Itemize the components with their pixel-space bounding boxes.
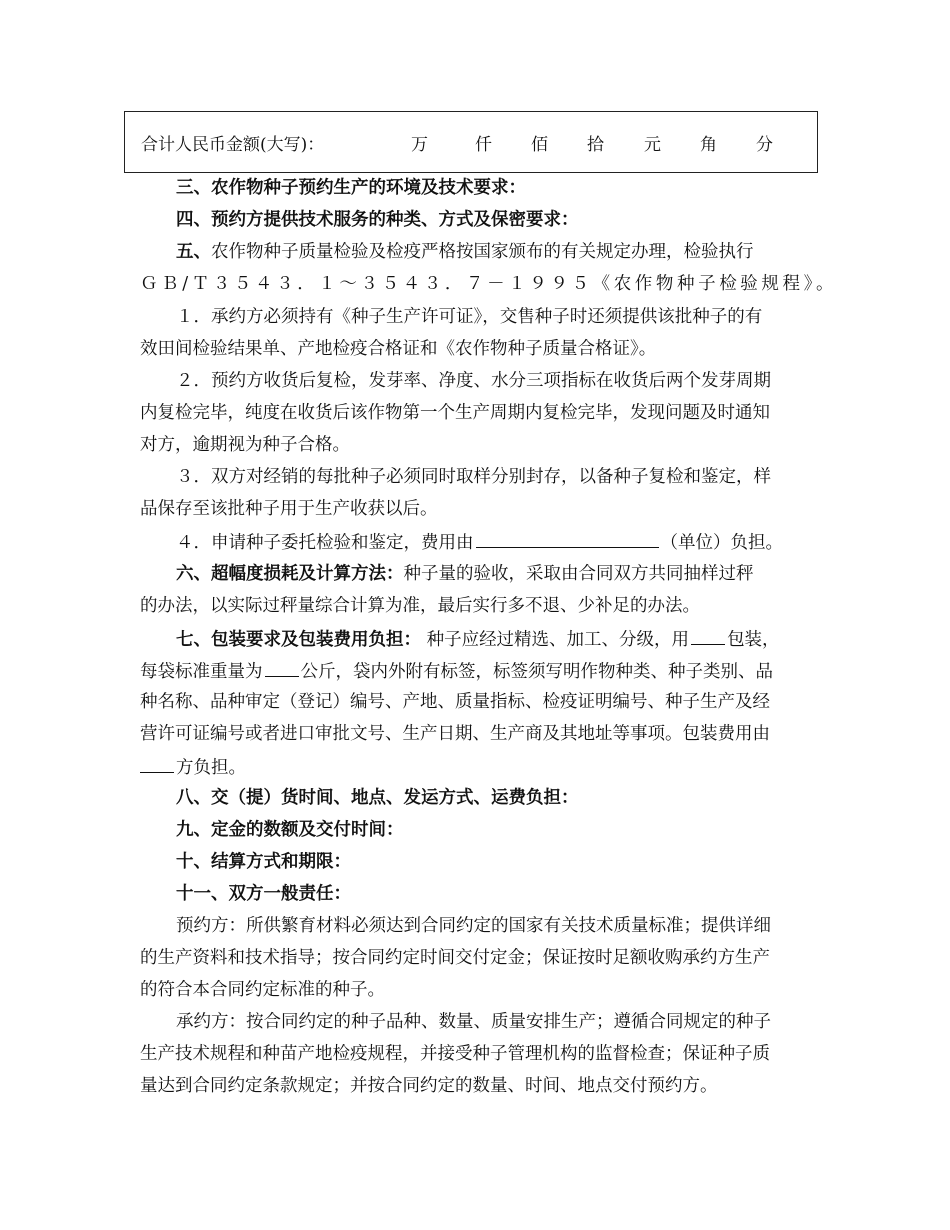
amount-label: 合计人民币金额(大写)： [141, 135, 325, 155]
item-4-text-b: （单位）负担。 [660, 533, 783, 553]
section-7-text-e: 方负担。 [176, 758, 246, 778]
item-1-line-2: 效田间检验结果单、产地检疫合格证和《农作物种子质量合格证》。 [140, 339, 657, 359]
section-7-text-a: 种子应经过精选、加工、分级，用 [421, 630, 690, 650]
section-7-line-2 [140, 658, 773, 684]
item-3-line-1: ３．双方对经销的每批种子必须同时取样分别封存，以备种子复检和鉴定，样 [176, 467, 771, 487]
preorder-party-line-1: 预约方：所供繁育材料必须达到合同约定的国家有关技术质量标准；提供详细 [176, 916, 771, 936]
packaging-fee-party-blank[interactable] [140, 754, 174, 773]
section-7-line-3: 种名称、品种审定（登记）编号、产地、质量指标、检疫证明编号、种子生产及经 [140, 692, 770, 712]
amount-unit-bai: 佰 [531, 135, 548, 155]
section-7-text-b: 包装， [727, 630, 780, 650]
amount-box [124, 111, 818, 173]
fee-payer-blank[interactable] [476, 529, 659, 548]
item-4-text-a: ４．申请种子委托检验和鉴定，费用由 [176, 533, 474, 553]
amount-unit-wan: 万 [411, 135, 428, 155]
item-1-line-1: １．承约方必须持有《种子生产许可证》，交售种子时还须提供该批种子的有 [176, 307, 763, 327]
section-6-text: 种子量的验收，采取由合同双方共同抽样过秤 [403, 564, 754, 584]
contractor-party-line-2: 生产技术规程和种苗产地检疫规程，并接受种子管理机构的监督检查；保证种子质 [140, 1044, 770, 1064]
bag-weight-blank[interactable] [265, 658, 299, 677]
section-8-heading: 八、交（提）货时间、地点、发运方式、运费负担： [176, 788, 579, 808]
section-4-heading: 四、预约方提供技术服务的种类、方式及保密要求： [176, 210, 579, 230]
section-10-heading: 十、结算方式和期限： [176, 852, 351, 872]
section-7-heading: 七、包装要求及包装费用负担： [176, 630, 421, 650]
item-2-line-3: 对方，逾期视为种子合格。 [140, 435, 350, 455]
section-9-heading: 九、定金的数额及交付时间： [176, 820, 404, 840]
section-5-text: 农作物种子质量检验及检疫严格按国家颁布的有关规定办理，检验执行 [211, 242, 754, 262]
preorder-party-line-2: 的生产资料和技术指导；按合同约定时间交付定金；保证按时足额收购承约方生产 [140, 948, 770, 968]
section-7-line-5 [140, 754, 246, 780]
section-7-line-1 [176, 626, 780, 652]
item-2-line-2: 内复检完毕，纯度在收货后该作物第一个生产周期内复检完毕，发现问题及时通知 [140, 403, 770, 423]
item-4-line [176, 529, 783, 555]
amount-unit-qian: 仟 [475, 135, 492, 155]
section-5-heading: 五、 [176, 242, 211, 262]
section-6-line-2: 的办法，以实际过秤量综合计算为准，最后实行多不退、少补足的办法。 [140, 596, 700, 616]
section-7-line-4: 营许可证编号或者进口审批文号、生产日期、生产商及其地址等事项。包装费用由 [140, 724, 770, 744]
amount-unit-jiao: 角 [700, 135, 717, 155]
amount-unit-fen: 分 [756, 135, 773, 155]
section-11-heading: 十一、双方一般责任： [176, 884, 351, 904]
contractor-party-line-3: 量达到合同约定条款规定；并按合同约定的数量、时间、地点交付预约方。 [140, 1076, 718, 1096]
section-7-text-c: 每袋标准重量为 [140, 662, 263, 682]
section-3-heading: 三、农作物种子预约生产的环境及技术要求： [176, 178, 526, 198]
packaging-material-blank[interactable] [691, 626, 725, 645]
section-6-line-1 [176, 562, 754, 586]
section-5-line-1 [176, 240, 754, 264]
item-2-line-1: ２．预约方收货后复检，发芽率、净度、水分三项指标在收货后两个发芽周期 [176, 371, 771, 391]
item-3-line-2: 品保存至该批种子用于生产收获以后。 [140, 499, 438, 519]
section-5-line-2: ＧＢ/Ｔ３５４３．１～３５４３．７－１９９５《农作物种子检验规程》。 [140, 274, 838, 294]
amount-unit-yuan: 元 [644, 135, 661, 155]
contractor-party-line-1: 承约方：按合同约定的种子品种、数量、质量安排生产；遵循合同规定的种子 [176, 1012, 771, 1032]
section-6-heading: 六、超幅度损耗及计算方法： [176, 564, 404, 584]
amount-unit-shi: 拾 [587, 135, 604, 155]
preorder-party-line-3: 的符合本合同约定标准的种子。 [140, 980, 385, 1000]
section-7-text-d: 公斤，袋内外附有标签，标签须写明作物种类、种子类别、品 [300, 662, 773, 682]
